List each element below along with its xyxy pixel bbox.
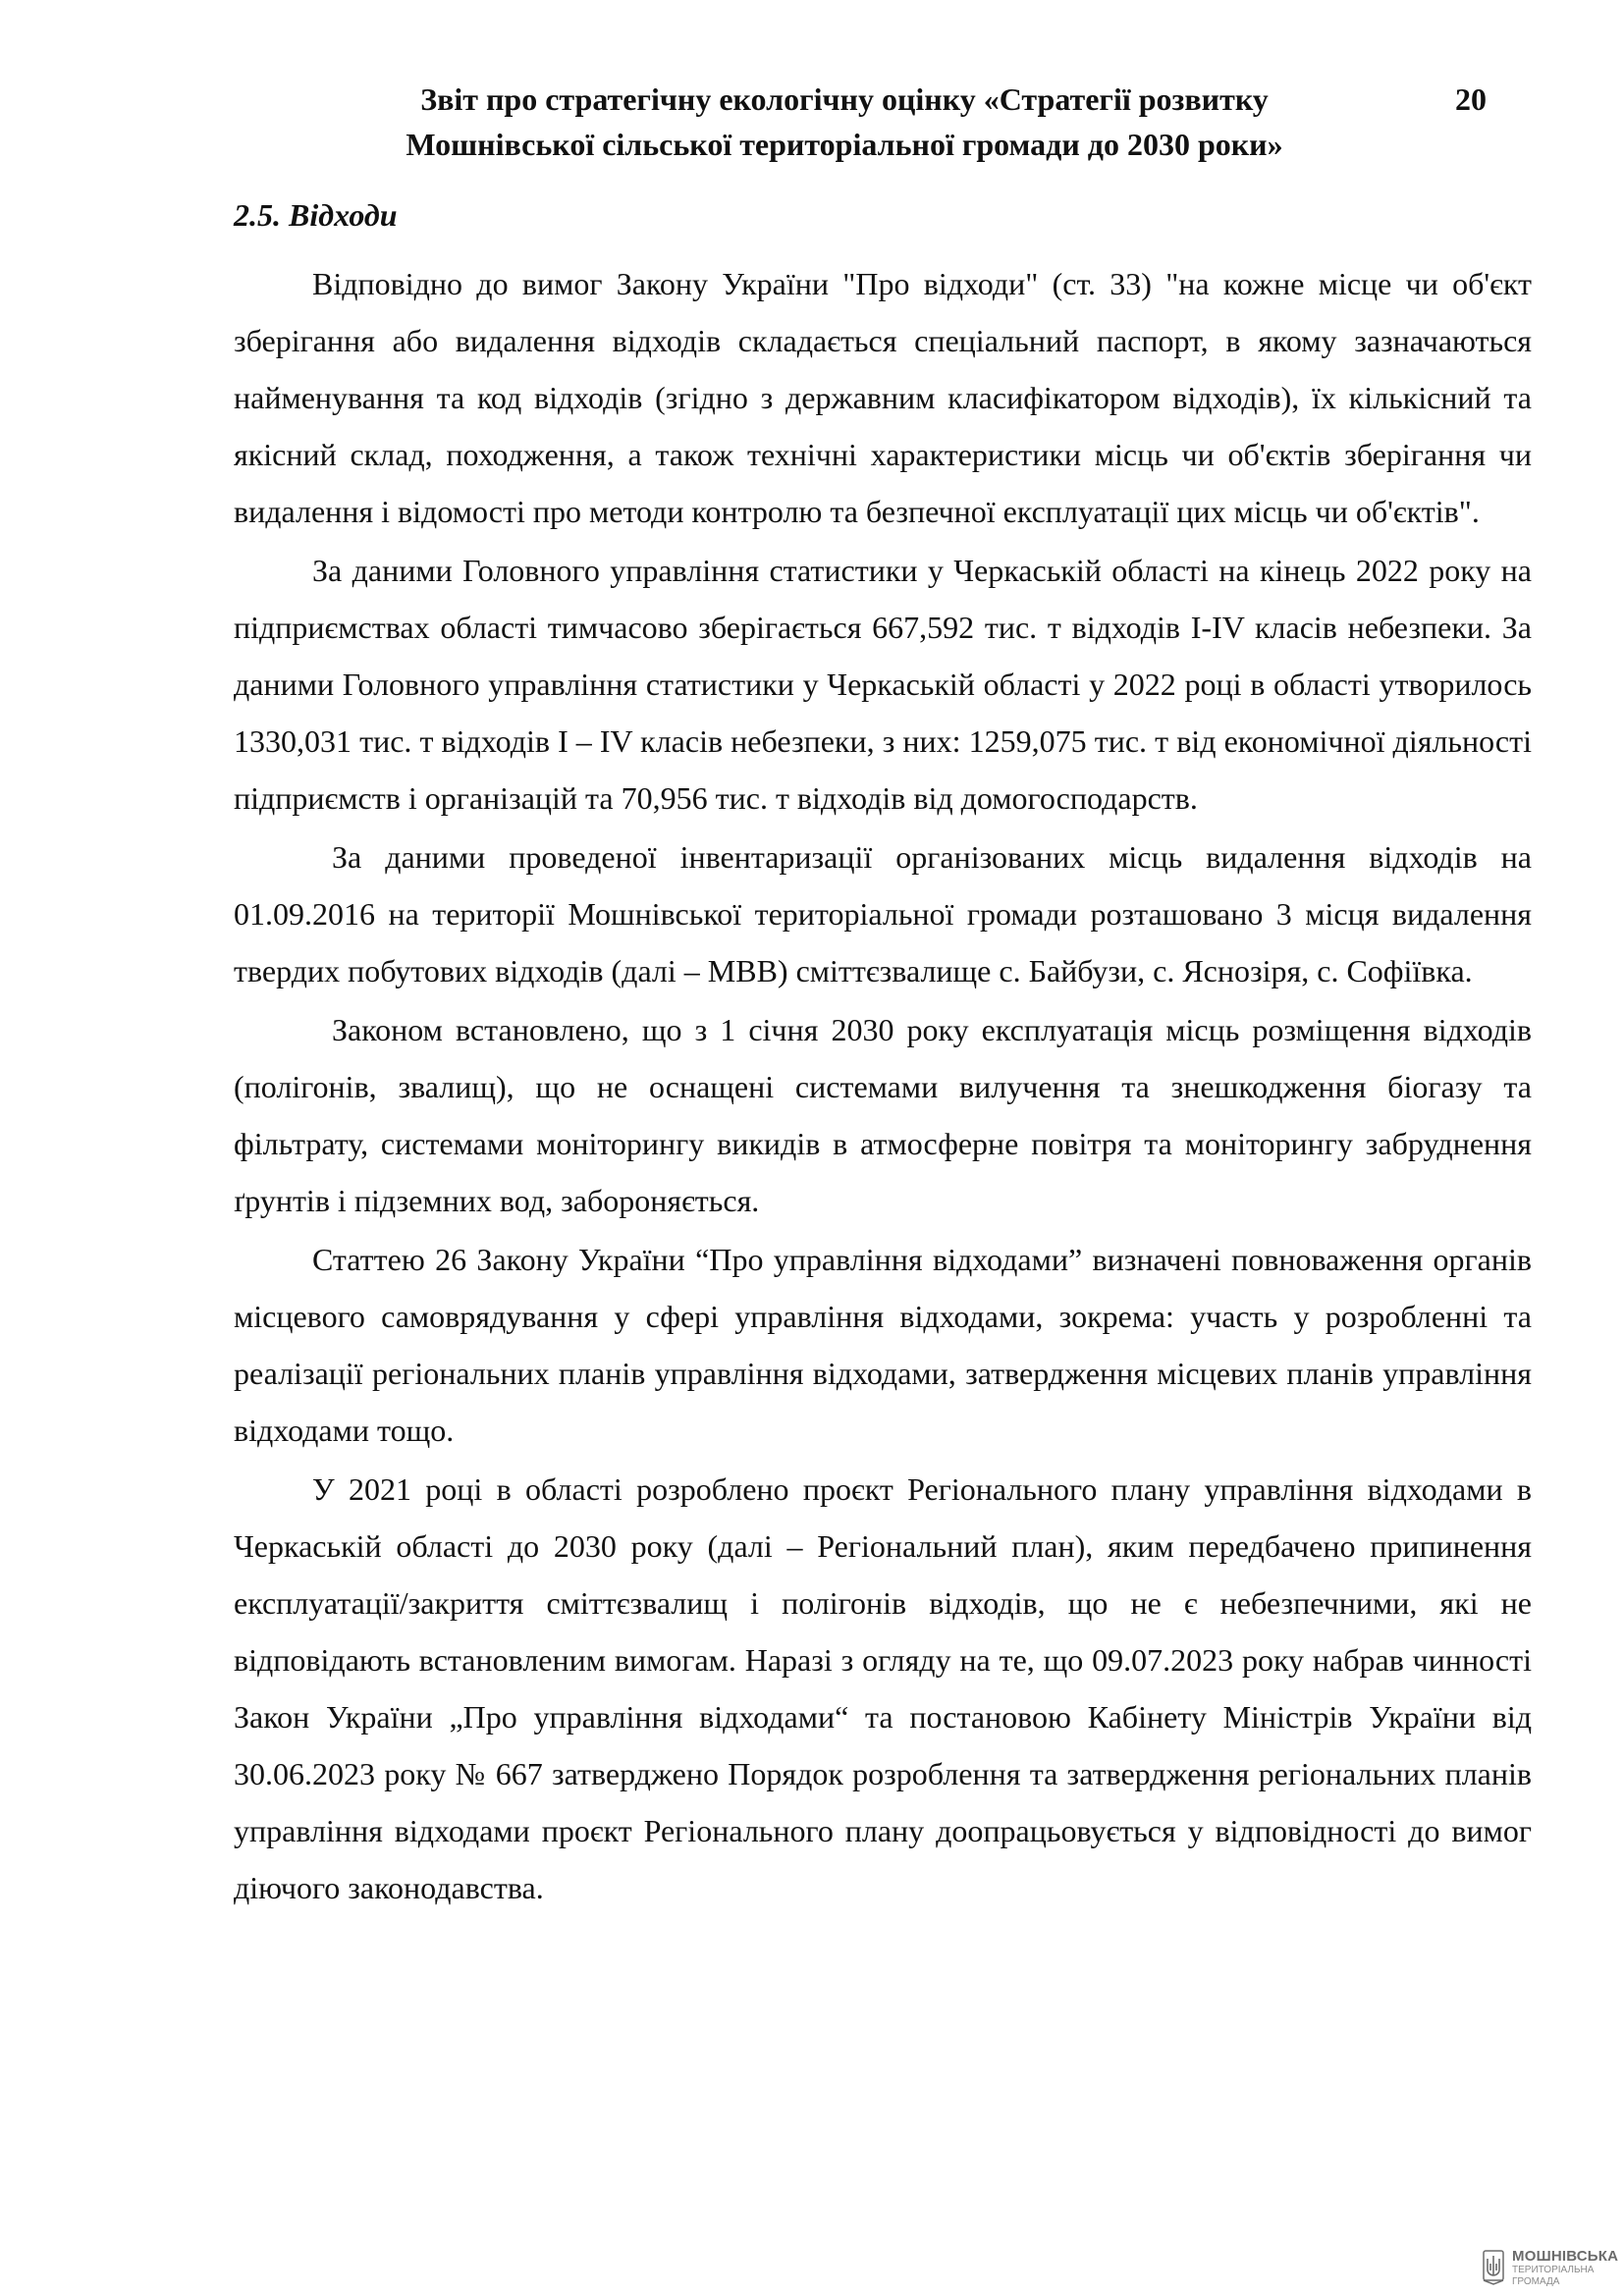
paragraph-5: Статтею 26 Закону України “Про управління відходами” визначені повноваження органів місцевого самоврядування у сфері управління відходами, зокрема: участь у розробленні та реалізації регіональних планів управління відходами, затвердження місцевих планів управління відходами тощо. bbox=[234, 1242, 1532, 1448]
paragraph-4: Законом встановлено, що з 1 січня 2030 року експлуатація місць розміщення відходів (полігонів, звалищ), що не оснащені системами вилучення та знешкодження біогазу та фільтрату, системами моніторингу викидів в атмосферне повітря та моніторингу забруднення ґрунтів і підземних вод, забороняється. bbox=[234, 1012, 1532, 1218]
logo-line3: ГРОМАДА bbox=[1512, 2275, 1560, 2287]
trident-emblem-icon bbox=[1483, 2250, 1504, 2285]
paragraph-2: За даними Головного управління статистики у Черкаській області на кінець 2022 року на підприємствах області тимчасово зберігається 667,592 тис. т відходів I-IV класів небезпеки. За даними Головного управління статистики у Черкаській області у 2022 році в області утворилось 1330,031 тис. т відходів I – IV класів небезпеки, з них: 1259,075 тис. т від економічної діяльності підприємств і організацій та 70,956 тис. т відходів від домогосподарств. bbox=[234, 553, 1532, 816]
header-title-line2: Мошнівської сільської територіальної громади до 2030 роки» bbox=[406, 127, 1283, 162]
section-title: 2.5. Відходи bbox=[234, 197, 398, 233]
header-title-line1: Звіт про стратегічну екологічну оцінку «Стратегії розвитку bbox=[420, 81, 1269, 117]
paragraph-1: Відповідно до вимог Закону України "Про відходи" (ст. 33) "на кожне місце чи об'єкт зберігання або видалення відходів складається спеціальний паспорт, в якому зазначаються найменування та код відходів (згідно з державним класифікатором відходів), їх кількісний та якісний склад, походження, а також технічні характеристики місць чи об'єктів зберігання чи видалення і відомості про методи контролю та безпечної експлуатації цих місць чи об'єктів". bbox=[234, 266, 1532, 529]
community-logo bbox=[1483, 2248, 1620, 2287]
document-body bbox=[234, 255, 1532, 1916]
logo-line1: МОШНІВСЬКА bbox=[1512, 2247, 1619, 2265]
paragraph-3: За даними проведеної інвентаризації організованих місць видалення відходів на 01.09.2016 на території Мошнівської територіальної громади розташовано 3 місця видалення твердих побутових відходів (далі – МВВ) сміттєзвалище с. Байбузи, с. Яснозіря, с. Софіївка. bbox=[234, 839, 1532, 988]
report-header bbox=[373, 77, 1316, 167]
page-number: 20 bbox=[1455, 81, 1487, 117]
paragraph-6: У 2021 році в області розроблено проєкт Регіонального плану управління відходами в Черкаській області до 2030 року (далі – Регіональний план), яким передбачено припинення експлуатації/закриття сміттєзвалищ і полігонів відходів, що не є небезпечними, які не відповідають встановленим вимогам. Наразі з огляду на те, що 09.07.2023 року набрав чинності Закон України „Про управління відходами“ та постановою Кабінету Міністрів України від 30.06.2023 року № 667 затверджено Порядок розроблення та затвердження регіональних планів управління відходами проєкт Регіонального плану доопрацьовується у відповідності до вимог діючого законодавства. bbox=[234, 1471, 1532, 1905]
logo-line2: ТЕРИТОРІАЛЬНА bbox=[1512, 2264, 1595, 2275]
